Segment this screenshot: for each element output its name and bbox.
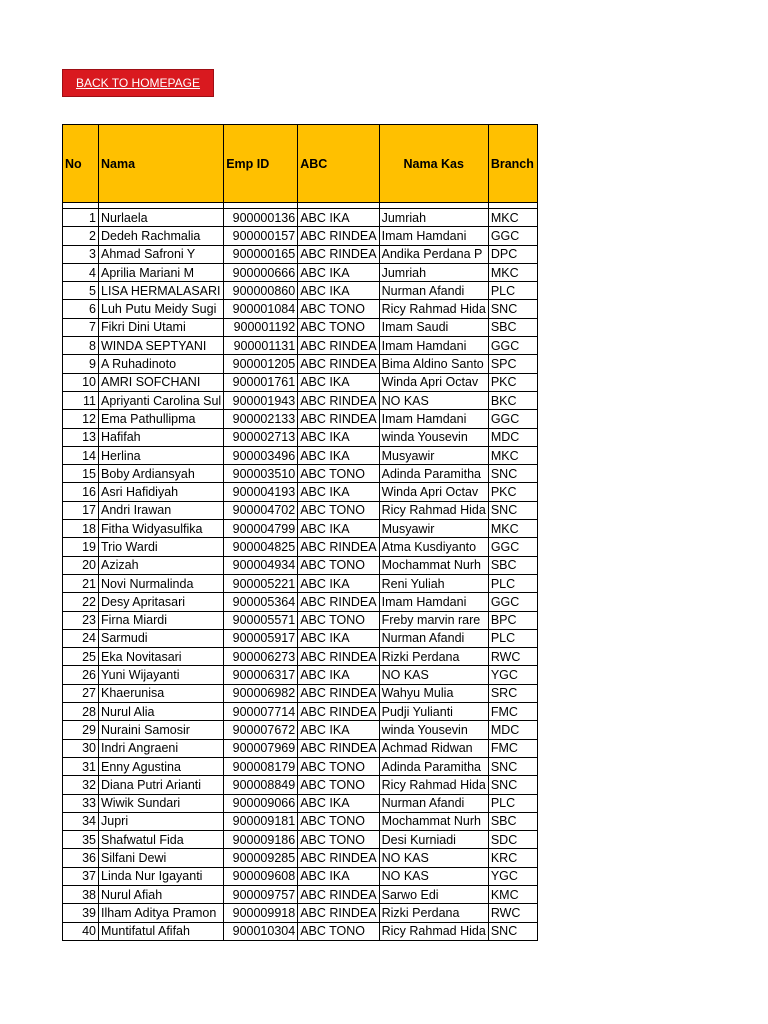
cell-abc: ABC IKA — [298, 373, 379, 391]
cell-nama-kas: Freby marvin rare — [379, 611, 488, 629]
cell-abc: ABC IKA — [298, 282, 379, 300]
cell-branch: YGC — [488, 666, 537, 684]
cell-branch: PLC — [488, 794, 537, 812]
cell-no: 26 — [63, 666, 99, 684]
cell-nama-kas: Rizki Perdana — [379, 648, 488, 666]
cell-nama: Aprilia Mariani M — [99, 263, 224, 281]
cell-nama-kas: winda Yousevin — [379, 721, 488, 739]
cell-nama-kas: Adinda Paramitha — [379, 465, 488, 483]
cell-branch: PKC — [488, 373, 537, 391]
cell-nama: Fitha Widyasulfika — [99, 520, 224, 538]
cell-emp-id: 900006982 — [224, 684, 298, 702]
cell-abc: ABC TONO — [298, 465, 379, 483]
table-row — [63, 757, 538, 775]
cell-nama-kas: NO KAS — [379, 849, 488, 867]
cell-emp-id: 900007672 — [224, 721, 298, 739]
cell-branch: GGC — [488, 410, 537, 428]
cell-no: 30 — [63, 739, 99, 757]
cell-nama-kas: Imam Hamdani — [379, 337, 488, 355]
cell-nama-kas: NO KAS — [379, 666, 488, 684]
cell-no: 12 — [63, 410, 99, 428]
cell-emp-id: 900007969 — [224, 739, 298, 757]
cell-emp-id: 900000157 — [224, 227, 298, 245]
cell-abc: ABC TONO — [298, 776, 379, 794]
cell-branch: FMC — [488, 739, 537, 757]
table-body — [63, 203, 538, 941]
cell-branch: PKC — [488, 483, 537, 501]
cell-nama: Firna Miardi — [99, 611, 224, 629]
cell-emp-id: 900006317 — [224, 666, 298, 684]
cell-no: 27 — [63, 684, 99, 702]
cell-nama: Wiwik Sundari — [99, 794, 224, 812]
cell-nama-kas: Imam Hamdani — [379, 593, 488, 611]
cell-abc: ABC RINDEA — [298, 885, 379, 903]
cell-nama: Yuni Wijayanti — [99, 666, 224, 684]
cell-nama: Ahmad Safroni Y — [99, 245, 224, 263]
cell-nama: Muntifatul Afifah — [99, 922, 224, 940]
cell-abc: ABC TONO — [298, 501, 379, 519]
cell-nama-kas: Musyawir — [379, 446, 488, 464]
cell-no: 23 — [63, 611, 99, 629]
cell-no: 19 — [63, 538, 99, 556]
cell-nama: Novi Nurmalinda — [99, 574, 224, 592]
cell-nama: Enny Agustina — [99, 757, 224, 775]
cell-abc: ABC TONO — [298, 300, 379, 318]
table-row — [63, 831, 538, 849]
cell-nama-kas: Achmad Ridwan — [379, 739, 488, 757]
cell-branch: SNC — [488, 922, 537, 940]
cell-branch: SNC — [488, 776, 537, 794]
cell-nama: Nurul Alia — [99, 703, 224, 721]
table-row — [63, 721, 538, 739]
cell-nama-kas: winda Yousevin — [379, 428, 488, 446]
cell-emp-id: 900001761 — [224, 373, 298, 391]
table-row — [63, 428, 538, 446]
cell-abc: ABC IKA — [298, 629, 379, 647]
cell-emp-id: 900004934 — [224, 556, 298, 574]
cell-abc: ABC IKA — [298, 428, 379, 446]
cell-branch: RWC — [488, 648, 537, 666]
header-branch: Branch — [488, 125, 537, 203]
cell-branch: MKC — [488, 209, 537, 227]
table-row — [63, 629, 538, 647]
cell-emp-id: 900001192 — [224, 318, 298, 336]
cell-nama-kas: Musyawir — [379, 520, 488, 538]
cell-branch: PLC — [488, 282, 537, 300]
cell-abc: ABC RINDEA — [298, 648, 379, 666]
cell-emp-id: 900009285 — [224, 849, 298, 867]
cell-no: 15 — [63, 465, 99, 483]
cell-emp-id: 900001131 — [224, 337, 298, 355]
cell-nama-kas: Andika Perdana P — [379, 245, 488, 263]
cell-nama: Ilham Aditya Pramon — [99, 904, 224, 922]
table-row — [63, 410, 538, 428]
cell-nama: AMRI SOFCHANI — [99, 373, 224, 391]
cell-emp-id: 900009757 — [224, 885, 298, 903]
cell-no: 13 — [63, 428, 99, 446]
back-to-homepage-button[interactable] — [62, 69, 214, 97]
cell-no: 17 — [63, 501, 99, 519]
table-row — [63, 611, 538, 629]
cell-abc: ABC IKA — [298, 794, 379, 812]
cell-no: 32 — [63, 776, 99, 794]
table-row — [63, 885, 538, 903]
cell-no: 38 — [63, 885, 99, 903]
cell-nama-kas: Winda Apri Octav — [379, 483, 488, 501]
cell-branch: GGC — [488, 227, 537, 245]
cell-abc: ABC RINDEA — [298, 684, 379, 702]
cell-emp-id: 900009066 — [224, 794, 298, 812]
cell-branch: SBC — [488, 556, 537, 574]
cell-no: 33 — [63, 794, 99, 812]
cell-emp-id: 900006273 — [224, 648, 298, 666]
cell-no: 21 — [63, 574, 99, 592]
cell-nama-kas: Winda Apri Octav — [379, 373, 488, 391]
cell-emp-id: 900005917 — [224, 629, 298, 647]
cell-no: 34 — [63, 812, 99, 830]
cell-nama: Fikri Dini Utami — [99, 318, 224, 336]
cell-branch: SRC — [488, 684, 537, 702]
cell-no: 25 — [63, 648, 99, 666]
table-row — [63, 666, 538, 684]
cell-nama-kas: Atma Kusdiyanto — [379, 538, 488, 556]
cell-abc: ABC RINDEA — [298, 391, 379, 409]
cell-branch: KRC — [488, 849, 537, 867]
back-to-homepage-label: BACK TO HOMEPAGE — [75, 76, 201, 90]
cell-emp-id: 900005571 — [224, 611, 298, 629]
cell-no: 9 — [63, 355, 99, 373]
cell-nama-kas: Reni Yuliah — [379, 574, 488, 592]
cell-nama: Indri Angraeni — [99, 739, 224, 757]
cell-branch: MDC — [488, 721, 537, 739]
cell-abc: ABC RINDEA — [298, 337, 379, 355]
cell-emp-id: 900004193 — [224, 483, 298, 501]
cell-nama-kas: Imam Saudi — [379, 318, 488, 336]
cell-nama-kas: Jumriah — [379, 263, 488, 281]
cell-no: 35 — [63, 831, 99, 849]
table-row — [63, 849, 538, 867]
cell-nama-kas: Bima Aldino Santo — [379, 355, 488, 373]
cell-nama: Boby Ardiansyah — [99, 465, 224, 483]
cell-no: 3 — [63, 245, 99, 263]
cell-nama-kas: Imam Hamdani — [379, 227, 488, 245]
cell-nama-kas: Nurman Afandi — [379, 629, 488, 647]
cell-emp-id: 900009608 — [224, 867, 298, 885]
cell-abc: ABC RINDEA — [298, 410, 379, 428]
cell-nama: Luh Putu Meidy Sugi — [99, 300, 224, 318]
cell-branch: SNC — [488, 300, 537, 318]
cell-nama: Andri Irawan — [99, 501, 224, 519]
cell-branch: SNC — [488, 465, 537, 483]
cell-nama: A Ruhadinoto — [99, 355, 224, 373]
cell-no: 22 — [63, 593, 99, 611]
cell-emp-id: 900003510 — [224, 465, 298, 483]
table-row — [63, 263, 538, 281]
cell-no: 2 — [63, 227, 99, 245]
cell-emp-id: 900009918 — [224, 904, 298, 922]
cell-abc: ABC IKA — [298, 867, 379, 885]
table-row — [63, 904, 538, 922]
cell-no: 40 — [63, 922, 99, 940]
cell-no: 5 — [63, 282, 99, 300]
cell-no: 10 — [63, 373, 99, 391]
cell-no: 1 — [63, 209, 99, 227]
cell-emp-id: 900004702 — [224, 501, 298, 519]
cell-emp-id: 900009186 — [224, 831, 298, 849]
cell-emp-id: 900000666 — [224, 263, 298, 281]
cell-abc: ABC RINDEA — [298, 703, 379, 721]
cell-no: 8 — [63, 337, 99, 355]
cell-nama-kas: Pudji Yulianti — [379, 703, 488, 721]
cell-emp-id: 900009181 — [224, 812, 298, 830]
cell-no: 39 — [63, 904, 99, 922]
header-abc: ABC — [298, 125, 379, 203]
table-row — [63, 501, 538, 519]
cell-branch: MKC — [488, 446, 537, 464]
cell-nama-kas: Nurman Afandi — [379, 794, 488, 812]
cell-branch: RWC — [488, 904, 537, 922]
cell-no: 24 — [63, 629, 99, 647]
cell-branch: MKC — [488, 520, 537, 538]
cell-nama: Nurul Afiah — [99, 885, 224, 903]
cell-nama: Desy Apritasari — [99, 593, 224, 611]
cell-nama-kas: Ricy Rahmad Hida — [379, 501, 488, 519]
cell-nama-kas: Adinda Paramitha — [379, 757, 488, 775]
cell-no: 4 — [63, 263, 99, 281]
cell-no: 6 — [63, 300, 99, 318]
cell-branch: GGC — [488, 593, 537, 611]
table-row — [63, 684, 538, 702]
cell-branch: PLC — [488, 574, 537, 592]
cell-abc: ABC IKA — [298, 263, 379, 281]
cell-abc: ABC RINDEA — [298, 904, 379, 922]
cell-nama: Silfani Dewi — [99, 849, 224, 867]
cell-abc: ABC TONO — [298, 922, 379, 940]
cell-emp-id: 900002133 — [224, 410, 298, 428]
table-row — [63, 391, 538, 409]
cell-branch: PLC — [488, 629, 537, 647]
cell-abc: ABC TONO — [298, 611, 379, 629]
table-row — [63, 648, 538, 666]
table-row — [63, 812, 538, 830]
cell-nama: Herlina — [99, 446, 224, 464]
cell-no: 31 — [63, 757, 99, 775]
cell-no: 36 — [63, 849, 99, 867]
cell-nama-kas: Ricy Rahmad Hida — [379, 300, 488, 318]
cell-abc: ABC IKA — [298, 520, 379, 538]
table-row — [63, 446, 538, 464]
cell-abc: ABC RINDEA — [298, 227, 379, 245]
cell-emp-id: 900000165 — [224, 245, 298, 263]
cell-abc: ABC TONO — [298, 556, 379, 574]
table-row — [63, 703, 538, 721]
cell-emp-id: 900001084 — [224, 300, 298, 318]
table-row — [63, 318, 538, 336]
cell-emp-id: 900004799 — [224, 520, 298, 538]
cell-abc: ABC RINDEA — [298, 593, 379, 611]
cell-emp-id: 900008849 — [224, 776, 298, 794]
cell-nama-kas: Mochammat Nurh — [379, 812, 488, 830]
cell-nama: Khaerunisa — [99, 684, 224, 702]
cell-nama-kas: Ricy Rahmad Hida — [379, 776, 488, 794]
cell-emp-id: 900001205 — [224, 355, 298, 373]
cell-nama-kas: Jumriah — [379, 209, 488, 227]
header-emp-id: Emp ID — [224, 125, 298, 203]
cell-branch: KMC — [488, 885, 537, 903]
cell-emp-id: 900007714 — [224, 703, 298, 721]
cell-no: 7 — [63, 318, 99, 336]
cell-abc: ABC TONO — [298, 831, 379, 849]
cell-nama: Nuraini Samosir — [99, 721, 224, 739]
table-row — [63, 300, 538, 318]
cell-nama: Hafifah — [99, 428, 224, 446]
table-row — [63, 739, 538, 757]
cell-branch: SBC — [488, 318, 537, 336]
cell-emp-id: 900010304 — [224, 922, 298, 940]
cell-emp-id: 900000136 — [224, 209, 298, 227]
table-header-row — [63, 125, 538, 203]
table-row — [63, 867, 538, 885]
table-row — [63, 776, 538, 794]
cell-abc: ABC IKA — [298, 574, 379, 592]
table-row — [63, 282, 538, 300]
cell-abc: ABC RINDEA — [298, 538, 379, 556]
cell-emp-id: 900005221 — [224, 574, 298, 592]
table-row — [63, 538, 538, 556]
cell-nama-kas: Rizki Perdana — [379, 904, 488, 922]
cell-branch: GGC — [488, 337, 537, 355]
cell-branch: SDC — [488, 831, 537, 849]
table-row — [63, 556, 538, 574]
cell-nama: Sarmudi — [99, 629, 224, 647]
table-row — [63, 227, 538, 245]
header-no: No — [63, 125, 99, 203]
cell-branch: SNC — [488, 501, 537, 519]
cell-branch: DPC — [488, 245, 537, 263]
cell-branch: SNC — [488, 757, 537, 775]
table-row — [63, 373, 538, 391]
table-row — [63, 794, 538, 812]
cell-abc: ABC IKA — [298, 721, 379, 739]
cell-nama: WINDA SEPTYANI — [99, 337, 224, 355]
cell-nama: Nurlaela — [99, 209, 224, 227]
cell-emp-id: 900002713 — [224, 428, 298, 446]
cell-branch: SPC — [488, 355, 537, 373]
table-row — [63, 483, 538, 501]
cell-emp-id: 900000860 — [224, 282, 298, 300]
cell-nama: Diana Putri Arianti — [99, 776, 224, 794]
cell-no: 18 — [63, 520, 99, 538]
cell-no: 11 — [63, 391, 99, 409]
employee-table — [62, 124, 538, 941]
cell-no: 28 — [63, 703, 99, 721]
cell-nama-kas: Nurman Afandi — [379, 282, 488, 300]
cell-no: 37 — [63, 867, 99, 885]
cell-branch: BKC — [488, 391, 537, 409]
cell-no: 14 — [63, 446, 99, 464]
cell-nama: Eka Novitasari — [99, 648, 224, 666]
cell-abc: ABC TONO — [298, 812, 379, 830]
cell-abc: ABC RINDEA — [298, 245, 379, 263]
cell-nama: Dedeh Rachmalia — [99, 227, 224, 245]
cell-branch: YGC — [488, 867, 537, 885]
cell-nama: Trio Wardi — [99, 538, 224, 556]
cell-branch: MKC — [488, 263, 537, 281]
cell-abc: ABC IKA — [298, 483, 379, 501]
cell-abc: ABC TONO — [298, 318, 379, 336]
cell-abc: ABC RINDEA — [298, 355, 379, 373]
cell-abc: ABC IKA — [298, 209, 379, 227]
cell-abc: ABC RINDEA — [298, 739, 379, 757]
cell-emp-id: 900005364 — [224, 593, 298, 611]
cell-emp-id: 900008179 — [224, 757, 298, 775]
cell-abc: ABC RINDEA — [298, 849, 379, 867]
cell-emp-id: 900001943 — [224, 391, 298, 409]
table-row — [63, 465, 538, 483]
cell-nama-kas: NO KAS — [379, 867, 488, 885]
table-row — [63, 922, 538, 940]
cell-branch: MDC — [488, 428, 537, 446]
table-row — [63, 520, 538, 538]
cell-nama: Shafwatul Fida — [99, 831, 224, 849]
cell-nama-kas: Wahyu Mulia — [379, 684, 488, 702]
cell-emp-id: 900004825 — [224, 538, 298, 556]
header-nama: Nama — [99, 125, 224, 203]
cell-abc: ABC TONO — [298, 757, 379, 775]
cell-nama-kas: Desi Kurniadi — [379, 831, 488, 849]
cell-nama-kas: Mochammat Nurh — [379, 556, 488, 574]
cell-nama-kas: Imam Hamdani — [379, 410, 488, 428]
header-nama-kas: Nama Kas — [379, 125, 488, 203]
cell-branch: BPC — [488, 611, 537, 629]
table-row — [63, 574, 538, 592]
cell-branch: GGC — [488, 538, 537, 556]
cell-no: 20 — [63, 556, 99, 574]
cell-nama: LISA HERMALASARI — [99, 282, 224, 300]
cell-nama: Jupri — [99, 812, 224, 830]
cell-no: 29 — [63, 721, 99, 739]
cell-nama-kas: Sarwo Edi — [379, 885, 488, 903]
cell-branch: FMC — [488, 703, 537, 721]
cell-abc: ABC IKA — [298, 666, 379, 684]
table-row — [63, 209, 538, 227]
cell-branch: SBC — [488, 812, 537, 830]
cell-nama: Asri Hafidiyah — [99, 483, 224, 501]
cell-nama: Linda Nur Igayanti — [99, 867, 224, 885]
table-row — [63, 245, 538, 263]
table-row — [63, 593, 538, 611]
table-row — [63, 337, 538, 355]
cell-nama: Azizah — [99, 556, 224, 574]
cell-emp-id: 900003496 — [224, 446, 298, 464]
cell-nama: Ema Pathullipma — [99, 410, 224, 428]
cell-nama-kas: NO KAS — [379, 391, 488, 409]
cell-nama-kas: Ricy Rahmad Hida — [379, 922, 488, 940]
cell-no: 16 — [63, 483, 99, 501]
cell-abc: ABC IKA — [298, 446, 379, 464]
cell-nama: Apriyanti Carolina Sul — [99, 391, 224, 409]
table-row — [63, 355, 538, 373]
